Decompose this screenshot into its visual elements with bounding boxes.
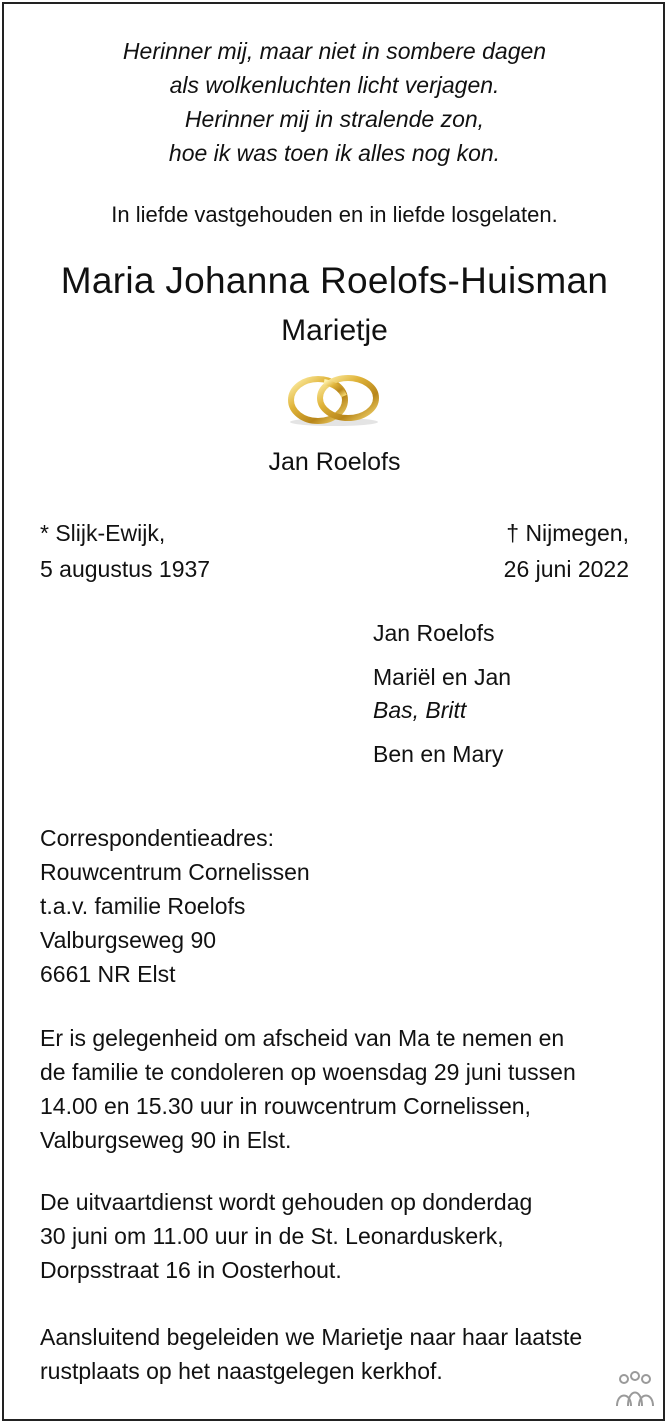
text-line: de familie te condoleren op woensdag 29 juni tussen [40, 1059, 576, 1085]
family-child: Ben en Mary [373, 741, 504, 767]
birth-info [40, 515, 210, 587]
motto: In liefde vastgehouden en in liefde losgelaten. [111, 202, 558, 227]
birth-place: * Slijk-Ewijk, [40, 520, 166, 546]
visitation-paragraph [40, 1021, 576, 1157]
deceased-name: Maria Johanna Roelofs-Huisman [60, 260, 609, 301]
address-line: Correspondentieadres: [40, 825, 274, 851]
deceased-nickname: Marietje [281, 314, 388, 347]
text-line: Aansluitend begeleiden we Marietje naar haar laatste [40, 1324, 583, 1350]
text-line: Dorpsstraat 16 in Oosterhout. [40, 1257, 342, 1283]
text-line: Er is gelegenheid om afscheid van Ma te nemen en [40, 1025, 565, 1051]
family-grandchildren: Bas, Britt [373, 697, 467, 723]
family-spouse: Jan Roelofs [373, 620, 495, 646]
death-date: 26 juni 2022 [503, 556, 629, 582]
address-line: Rouwcentrum Cornelissen [40, 859, 310, 885]
family-child: Mariël en Jan [373, 664, 512, 690]
death-info [504, 515, 629, 587]
text-line: De uitvaartdienst wordt gehouden op donderdag [40, 1189, 533, 1215]
address-line: 6661 NR Elst [40, 961, 176, 987]
poem-line: Herinner mij in stralende zon, [184, 106, 485, 132]
burial-paragraph [40, 1320, 582, 1388]
birth-date: 5 augustus 1937 [40, 556, 211, 582]
text-line: 14.00 en 15.30 uur in rouwcentrum Cornelissen, [40, 1093, 531, 1119]
people-logo-icon [612, 1370, 658, 1410]
wedding-rings-icon [284, 370, 384, 428]
service-paragraph [40, 1185, 532, 1287]
address-line: Valburgseweg 90 [40, 927, 217, 953]
correspondence-address [40, 821, 310, 991]
text-line: Valburgseweg 90 in Elst. [40, 1127, 292, 1153]
text-line: 30 juni om 11.00 uur in de St. Leonarduskerk, [40, 1223, 504, 1249]
family-group [373, 661, 511, 727]
poem-line: hoe ik was toen ik alles nog kon. [168, 140, 501, 166]
spouse-name: Jan Roelofs [268, 448, 401, 476]
address-line: t.a.v. familie Roelofs [40, 893, 246, 919]
family-list [373, 617, 511, 782]
death-place: † Nijmegen, [506, 520, 629, 546]
poem-line: als wolkenluchten licht verjagen. [169, 72, 500, 98]
poem [0, 34, 669, 170]
poem-line: Herinner mij, maar niet in sombere dagen [122, 38, 547, 64]
text-line: rustplaats op het naastgelegen kerkhof. [40, 1358, 443, 1384]
